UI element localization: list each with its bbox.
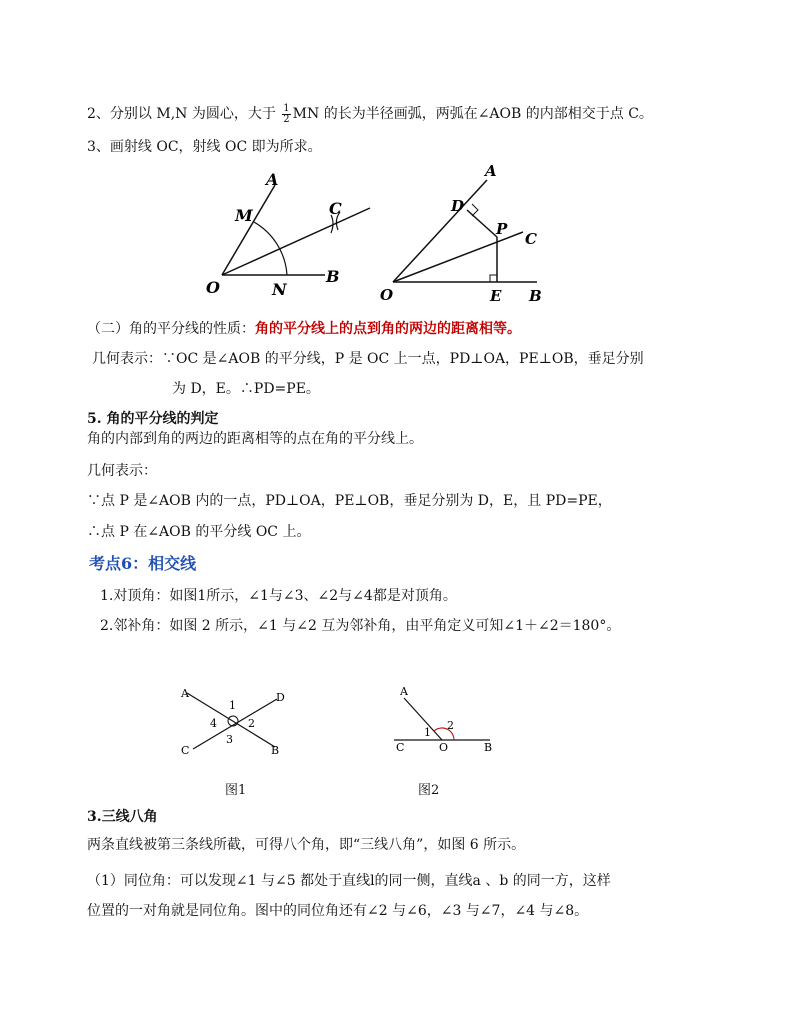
label-d: D <box>451 197 465 215</box>
label-e: E <box>490 287 502 305</box>
label-p: P <box>496 220 508 238</box>
geo1-line2: 为 D，E。∴PD=PE。 <box>172 381 320 397</box>
step3-line: 3、画射线 OC，射线 OC 即为所求。 <box>87 139 322 155</box>
figure1-vertical-angles <box>175 683 295 763</box>
section5-geo-label: 几何表示： <box>87 463 157 479</box>
section5-line1: ∵点 P 是∠AOB 内的一点，PD⊥OA，PE⊥OB，垂足分别为 D，E，且 PD=PE， <box>87 493 612 509</box>
ray-oa <box>404 698 442 740</box>
figure2-adjacent-angles <box>390 683 500 753</box>
label-a: A <box>266 170 279 189</box>
figure1-caption: 图1 <box>225 783 247 798</box>
right-angle-mark-d <box>472 204 478 216</box>
right-angle-mark-e <box>490 275 497 282</box>
segment-pd <box>467 210 497 237</box>
section3-p1-line2: 位置的一对角就是同位角。图中的同位角还有∠2 与∠6，∠3 与∠7，∠4 与∠8。 <box>87 903 589 919</box>
label-o: O <box>380 286 394 304</box>
label-a: A <box>400 685 408 698</box>
step2-prefix: 2、分别以 M,N 为圆心，大于 <box>87 106 276 122</box>
angle-2: 2 <box>447 719 454 732</box>
section5-line2: ∴点 P 在∠AOB 的平分线 OC 上。 <box>87 524 311 540</box>
step2-line <box>87 103 653 125</box>
section5-title: 5. 角的平分线的判定 <box>87 411 219 427</box>
label-c: C <box>329 199 342 218</box>
item2-adjacent-angles: 2.邻补角：如图 2 所示，∠1 与∠2 互为邻补角，由平角定义可知∠1＋∠2＝180°。 <box>100 618 621 634</box>
label-d: D <box>276 691 285 704</box>
fraction-denominator: 2 <box>283 113 290 125</box>
fraction-one-half <box>282 104 290 125</box>
ray-oa <box>222 185 275 275</box>
label-a: A <box>485 162 497 180</box>
label-o: O <box>439 741 449 753</box>
section5-text: 角的内部到角的两边的距离相等的点在角的平分线上。 <box>87 431 423 447</box>
geo1-line1: 几何表示：∵OC 是∠AOB 的平分线，P 是 OC 上一点，PD⊥OA，PE⊥OB，垂足分别 <box>92 351 644 367</box>
label-n: N <box>272 280 287 299</box>
bisector-construction-figure <box>200 165 380 300</box>
label-b: B <box>271 744 280 757</box>
step2-suffix: MN 的长为半径画弧，两弧在∠AOB 的内部相交于点 C。 <box>292 106 653 122</box>
section3-title: 3.三线八角 <box>87 809 158 825</box>
angle-2: 2 <box>248 717 255 730</box>
ray-oa <box>393 180 487 282</box>
angle-4: 4 <box>210 717 217 730</box>
label-c: C <box>396 741 405 753</box>
property-line <box>87 318 521 338</box>
property-prefix: （二）角的平分线的性质： <box>87 321 255 337</box>
label-c: C <box>181 744 190 757</box>
item1-vertical-angles: 1.对顶角：如图1所示，∠1与∠3、∠2与∠4都是对顶角。 <box>100 588 457 604</box>
section3-p1-line1: （1）同位角：可以发现∠1 与∠5 都处于直线l的同一侧，直线a 、b 的同一方，这样 <box>87 873 611 889</box>
property-highlight: 角的平分线上的点到角的两边的距离相等。 <box>255 321 521 337</box>
angle-3: 3 <box>226 733 233 746</box>
angle-1: 1 <box>424 726 431 739</box>
section3-text: 两条直线被第三条线所截，可得八个角，即“三线八角”，如图 6 所示。 <box>87 837 526 853</box>
label-c: C <box>525 230 537 248</box>
label-m: M <box>235 206 253 225</box>
label-b: B <box>529 287 542 305</box>
label-o: O <box>206 278 220 297</box>
angle-1: 1 <box>229 699 236 712</box>
label-b: B <box>484 741 493 753</box>
bisector-property-figure <box>375 160 555 305</box>
figure2-caption: 图2 <box>418 783 440 798</box>
label-b: B <box>326 267 340 286</box>
ray-oc <box>393 232 523 282</box>
kaodian6-title: 考点6：相交线 <box>89 554 197 573</box>
label-a: A <box>181 687 189 700</box>
fraction-numerator: 1 <box>283 102 290 114</box>
